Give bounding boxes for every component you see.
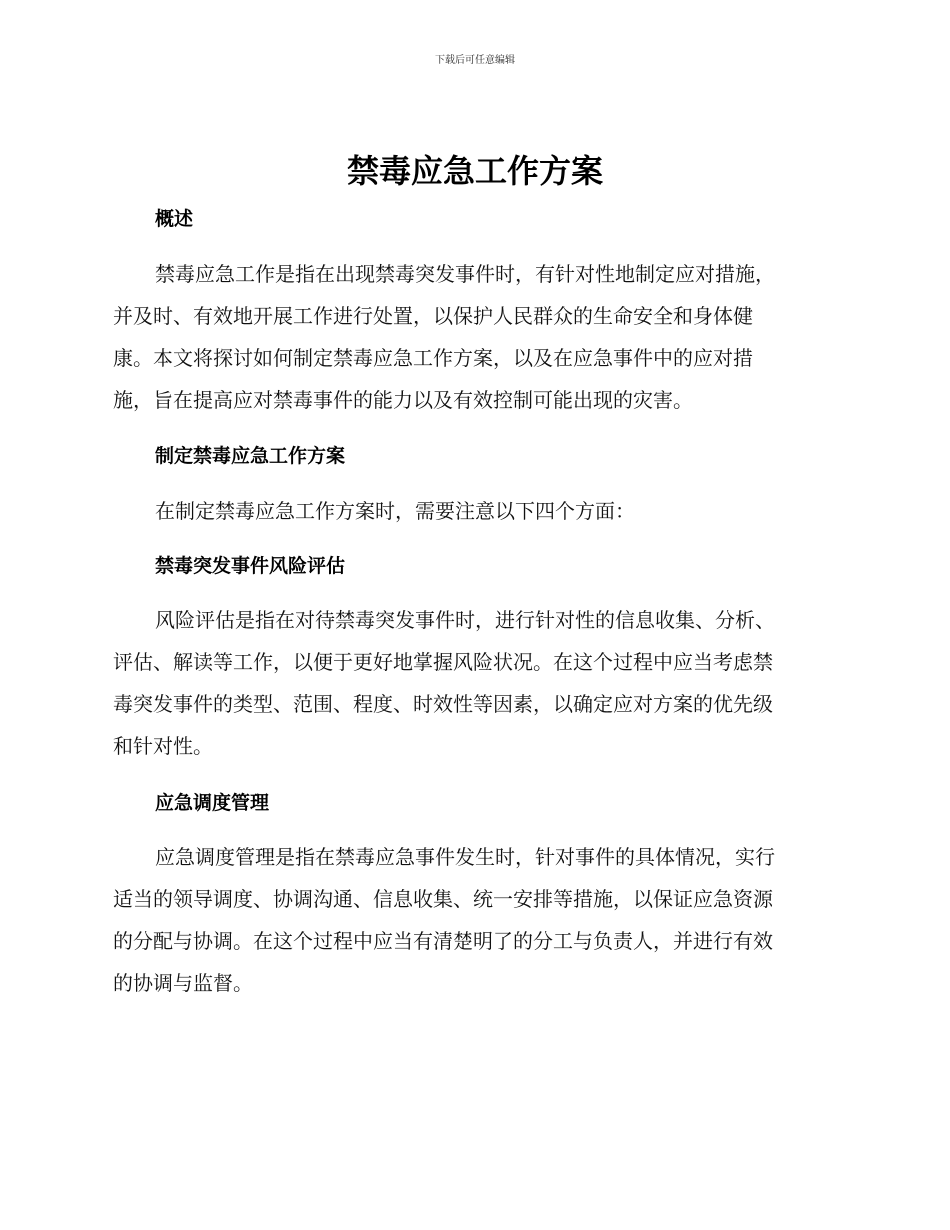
paragraph-line: 并及时、有效地开展工作进行处置，以保护人民群众的生命安全和身体健 (113, 304, 753, 328)
paragraph-line: 的协调与监督。 (113, 971, 253, 995)
section-heading-risk-assessment: 禁毒突发事件风险评估 (155, 555, 346, 577)
section-heading-plan: 制定禁毒应急工作方案 (155, 445, 346, 467)
paragraph-line: 施，旨在提高应对禁毒事件的能力以及有效控制可能出现的灾害。 (113, 388, 693, 412)
paragraph-line: 毒突发事件的类型、范围、程度、时效性等因素，以确定应对方案的优先级 (113, 692, 773, 716)
section-heading-dispatch: 应急调度管理 (155, 792, 270, 814)
page-header-note: 下载后可任意编辑 (435, 55, 515, 66)
paragraph-line: 评估、解读等工作，以便于更好地掌握风险状况。在这个过程中应当考虑禁 (113, 650, 773, 674)
paragraph-line: 康。本文将探讨如何制定禁毒应急工作方案，以及在应急事件中的应对措 (113, 346, 753, 370)
paragraph-line: 适当的领导调度、协调沟通、信息收集、统一安排等措施，以保证应急资源 (113, 887, 773, 911)
paragraph-line: 禁毒应急工作是指在出现禁毒突发事件时，有针对性地制定应对措施， (155, 262, 775, 286)
section-paragraph-plan (113, 490, 833, 532)
paragraph-line: 和针对性。 (113, 734, 213, 758)
section-paragraph-dispatch (113, 836, 833, 1004)
section-heading-overview: 概述 (155, 208, 194, 230)
paragraph-line: 应急调度管理是指在禁毒应急事件发生时，针对事件的具体情况，实行 (155, 845, 775, 869)
paragraph-line: 风险评估是指在对待禁毒突发事件时，进行针对性的信息收集、分析、 (155, 608, 775, 632)
paragraph-line: 在制定禁毒应急工作方案时，需要注意以下四个方面： (155, 499, 635, 523)
paragraph-line: 的分配与协调。在这个过程中应当有清楚明了的分工与负责人，并进行有效 (113, 929, 773, 953)
section-paragraph-risk-assessment (113, 599, 833, 767)
section-paragraph-overview (113, 253, 833, 421)
document-title: 禁毒应急工作方案 (346, 152, 603, 190)
